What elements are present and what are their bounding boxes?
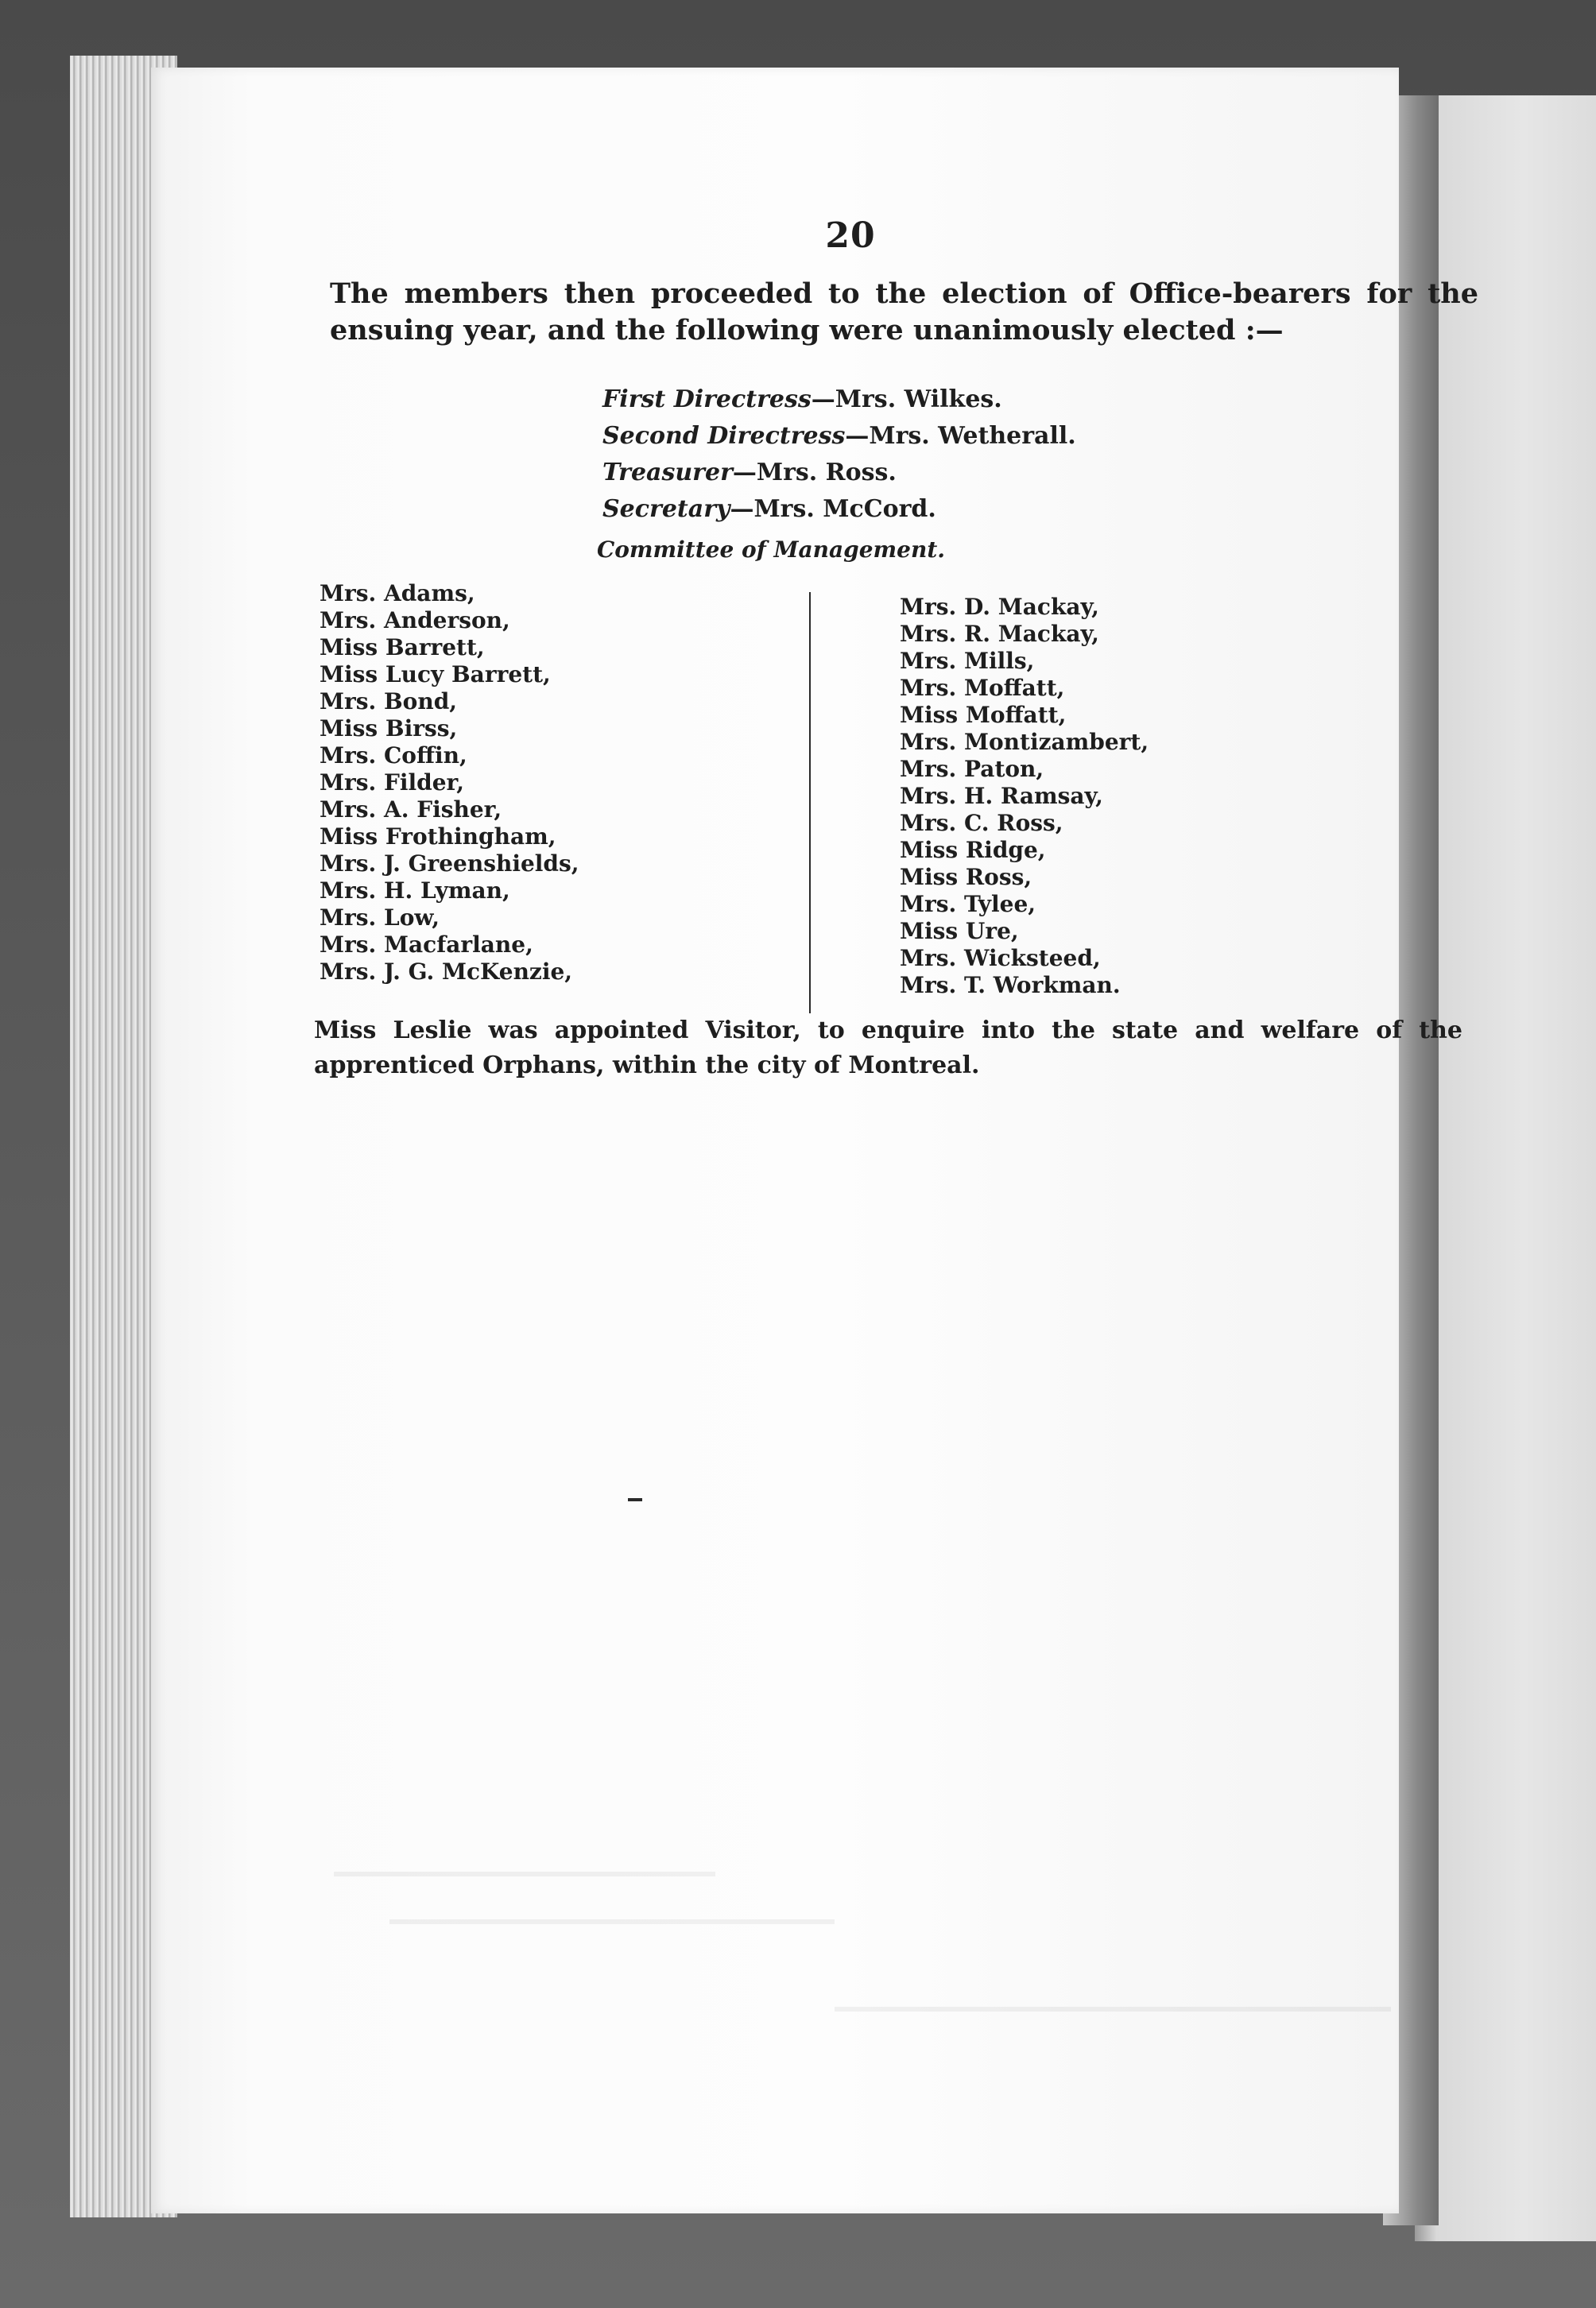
committee-member: Miss Ridge,	[900, 837, 1046, 863]
committee-member: Mrs. H. Ramsay,	[900, 783, 1103, 809]
officer-name: —Mrs. Wetherall.	[845, 422, 1076, 450]
committee-member: Mrs. T. Workman.	[900, 972, 1121, 998]
committee-left-column	[320, 580, 579, 986]
committee-member: Miss Lucy Barrett,	[320, 661, 551, 687]
committee-member: Miss Frothingham,	[320, 823, 556, 850]
committee-member: Mrs. Mills,	[900, 648, 1035, 674]
officer-name: —Mrs. Ross.	[732, 459, 897, 486]
committee-member: Mrs. J. G. McKenzie,	[320, 958, 573, 985]
committee-member: Mrs. Macfarlane,	[320, 931, 533, 958]
intro-paragraph: The members then proceeded to the election of Office-bearers for the ensuing year, and the following were unanimously elected :—	[330, 277, 1478, 347]
committee-member: Mrs. D. Mackay,	[900, 594, 1099, 620]
committee-member: Mrs. Adams,	[320, 580, 475, 606]
page-content	[151, 68, 1478, 2213]
facing-page	[1415, 95, 1596, 2241]
committee-member: Mrs. Wicksteed,	[900, 945, 1101, 971]
officer-name: —Mrs. Wilkes.	[811, 385, 1002, 413]
committee-member: Miss Moffatt,	[900, 702, 1067, 728]
committee-member: Mrs. R. Mackay,	[900, 621, 1099, 647]
officers-list	[602, 381, 1159, 528]
committee-member: Mrs. Tylee,	[900, 891, 1036, 917]
page-number: 20	[825, 215, 876, 256]
committee-member: Miss Birss,	[320, 715, 458, 742]
committee-member: Mrs. H. Lyman,	[320, 877, 510, 904]
committee-member: Mrs. Bond,	[320, 688, 458, 714]
column-divider	[809, 592, 811, 1013]
stray-mark	[628, 1498, 642, 1501]
committee-member: Miss Barrett,	[320, 634, 485, 660]
officer-role: Treasurer	[602, 459, 733, 486]
officer-row	[602, 381, 1159, 418]
committee-member: Mrs. Coffin,	[320, 742, 467, 769]
committee-member: Mrs. Filder,	[320, 769, 465, 796]
officer-role: First Directress	[602, 385, 812, 413]
closing-paragraph: Miss Leslie was appointed Visitor, to enquire into the state and welfare of the apprenticed Orphans, within the city of Montreal.	[314, 1017, 1462, 1079]
committee-member: Mrs. Anderson,	[320, 607, 510, 633]
committee-right-column	[900, 594, 1149, 999]
committee-member: Mrs. Montizambert,	[900, 729, 1149, 755]
officer-role: Secretary	[602, 495, 730, 523]
committee-member: Mrs. Paton,	[900, 756, 1044, 782]
committee-member: Mrs. J. Greenshields,	[320, 850, 579, 877]
committee-member: Mrs. A. Fisher,	[320, 796, 502, 823]
committee-heading: Committee of Management.	[596, 536, 946, 563]
officer-row	[602, 455, 1159, 491]
officer-role: Second Directress	[602, 422, 846, 450]
committee-member: Mrs. Low,	[320, 904, 440, 931]
officer-name: —Mrs. McCord.	[730, 495, 936, 523]
committee-member: Mrs. Moffatt,	[900, 675, 1065, 701]
officer-row	[602, 491, 1159, 528]
committee-member: Mrs. C. Ross,	[900, 810, 1063, 836]
committee-member: Miss Ure,	[900, 918, 1019, 944]
officer-row	[602, 418, 1159, 455]
committee-member: Miss Ross,	[900, 864, 1032, 890]
